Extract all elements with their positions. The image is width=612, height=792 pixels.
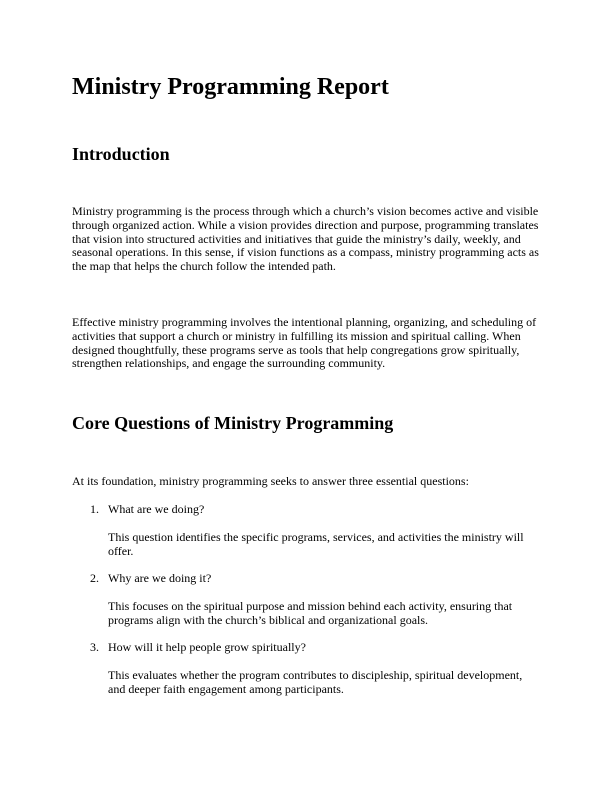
list-item-number: 2.: [90, 571, 99, 585]
list-item: [72, 641, 542, 710]
list-item-number: 3.: [90, 640, 99, 654]
list-item-description: This evaluates whether the program contributes to discipleship, spiritual development, and deeper faith engagement among participants.: [108, 667, 523, 696]
intro-paragraph-2: Effective ministry programming involves the intentional planning, organizing, and scheduling of activities that support a church or ministry in fulfilling its mission and spiritual calling. When designed thoughtfully, these programs serve as tools that help congregations grow spiritually, strengthen relationships, and engage the surrounding community.: [72, 315, 537, 371]
core-questions-list: [72, 503, 542, 710]
list-item-description: This question identifies the specific programs, services, and activities the ministry will offer.: [108, 529, 524, 558]
section-heading-core-questions: Core Questions of Ministry Programming: [72, 413, 394, 433]
list-item-question: What are we doing?: [108, 502, 205, 516]
core-questions-intro: At its foundation, ministry programming seeks to answer three essential questions:: [72, 474, 469, 488]
list-item-description: This focuses on the spiritual purpose and mission behind each activity, ensuring that programs align with the church’s biblical and organizational goals.: [108, 598, 513, 627]
document-title: Ministry Programming Report: [72, 74, 389, 100]
list-item-question: Why are we doing it?: [108, 571, 212, 585]
section-heading-introduction: Introduction: [72, 144, 170, 164]
list-item-question: How will it help people grow spiritually?: [108, 640, 306, 654]
list-item-number: 1.: [90, 502, 99, 516]
list-item: [72, 572, 542, 641]
list-item: [72, 503, 542, 572]
intro-paragraph-1: Ministry programming is the process through which a church’s vision becomes active and visible through organized action. While a vision provides direction and purpose, programming translates that vision into structured activities and initiatives that guide the ministry’s daily, weekly, and seasonal operations. In this sense, if vision functions as a compass, ministry programming acts as the map that helps the church follow the intended path.: [72, 204, 539, 274]
